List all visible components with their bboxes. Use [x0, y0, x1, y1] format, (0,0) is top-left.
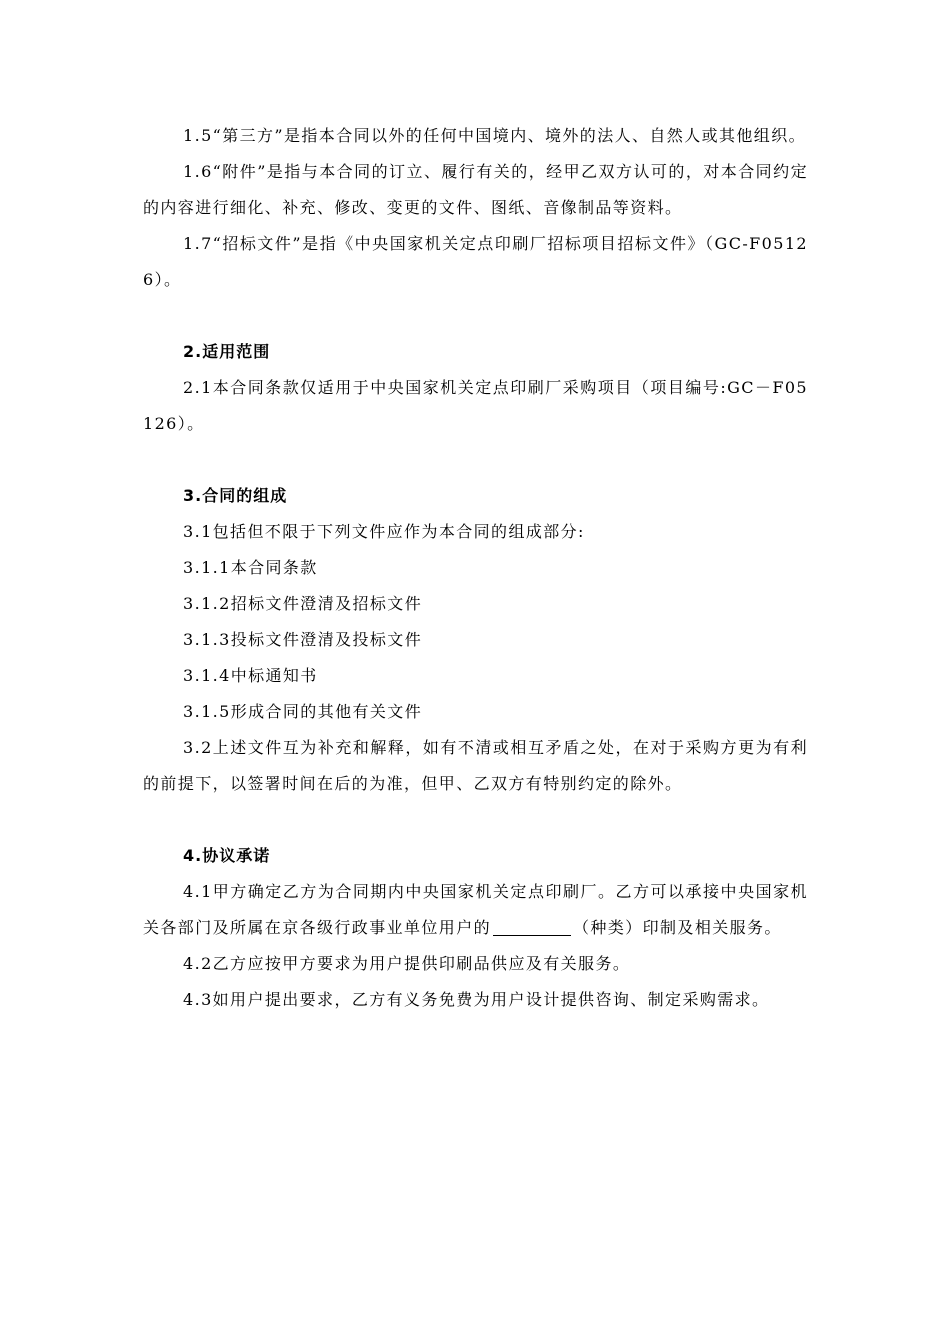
clause-4-3: 4.3如用户提出要求，乙方有义务免费为用户设计提供咨询、制定采购需求。	[183, 990, 770, 1009]
clause-3-1-5: 3.1.5形成合同的其他有关文件	[183, 702, 423, 721]
section-4-heading: 4.协议承诺	[183, 846, 271, 865]
clause-3-1-3: 3.1.3投标文件澄清及投标文件	[183, 630, 423, 649]
clause-1-6: 1.6“附件”是指与本合同的订立、履行有关的，经甲乙双方认可的，对本合同约定的内容进行细化、补充、修改、变更的文件、图纸、音像制品等资料。	[143, 162, 808, 217]
clause-4-1-text-after: （种类）印制及相关服务。	[573, 918, 782, 937]
clause-2-1: 2.1本合同条款仅适用于中央国家机关定点印刷厂采购项目（项目编号:GC－F05126）。	[143, 378, 808, 433]
clause-3-1-2: 3.1.2招标文件澄清及招标文件	[183, 594, 423, 613]
clause-3-2: 3.2上述文件互为补充和解释，如有不清或相互矛盾之处，在对于采购方更为有利的前提下，以签署时间在后的为准，但甲、乙双方有特别约定的除外。	[143, 738, 808, 793]
clause-4-1-text-before: 4.1甲方确定乙方为合同期内中央国家机关定点印刷厂。乙方可以承接中央国家机关各部门及所属在京各级行政事业单位用户的	[143, 882, 808, 937]
clause-3-1-1: 3.1.1本合同条款	[183, 558, 318, 577]
clause-4-1	[143, 874, 808, 946]
clause-1-5: 1.5“第三方”是指本合同以外的任何中国境内、境外的法人、自然人或其他组织。	[183, 126, 807, 145]
clause-3-1: 3.1包括但不限于下列文件应作为本合同的组成部分:	[183, 522, 585, 541]
clause-1-7: 1.7“招标文件”是指《中央国家机关定点印刷厂招标项目招标文件》（GC-F05126）。	[143, 234, 808, 289]
document-body	[143, 118, 808, 1018]
fill-in-blank	[493, 919, 571, 936]
section-3-heading: 3.合同的组成	[183, 486, 288, 505]
section-2-heading: 2.适用范围	[183, 342, 271, 361]
clause-3-1-4: 3.1.4中标通知书	[183, 666, 318, 685]
clause-4-2: 4.2乙方应按甲方要求为用户提供印刷品供应及有关服务。	[183, 954, 631, 973]
